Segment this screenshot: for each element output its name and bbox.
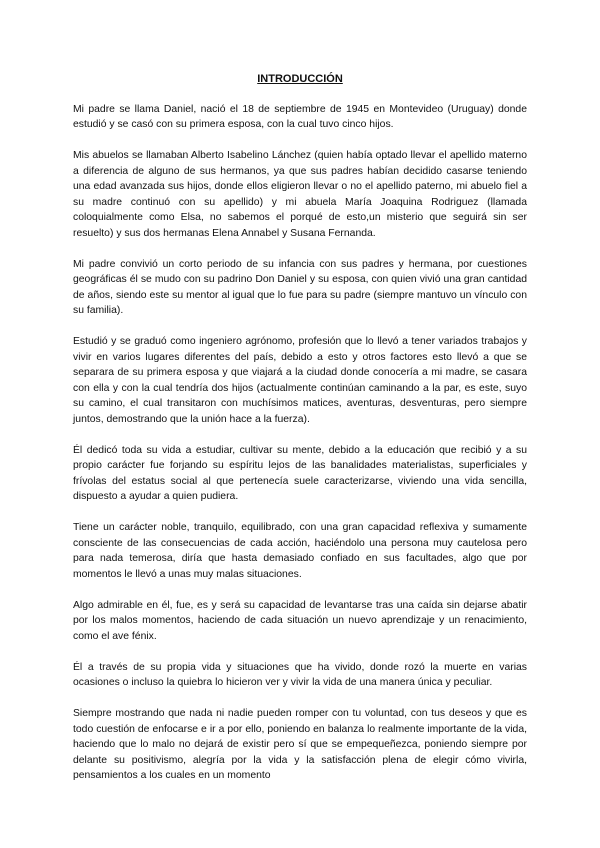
paragraph-7: Algo admirable en él, fue, es y será su capacidad de levantarse tras una caída sin dejarse abatir por los malos momentos, haciendo de cada situación un nuevo aprendizaje y un renacimiento, como el ave fénix. bbox=[73, 599, 527, 642]
paragraph-8: Él a través de su propia vida y situaciones que ha vivido, donde rozó la muerte en varias ocasiones o incluso la quiebra lo hicieron ver y vivir la vida de una manera única y peculiar. bbox=[73, 661, 527, 688]
paragraph-5: Él dedicó toda su vida a estudiar, cultivar su mente, debido a la educación que recibió y a su propio carácter fue forjando su espíritu lejos de las banalidades materialistas, superficiales y frívolas del estatus social al que pertenecía suele caracterizarse, viviendo una vida sencilla, dispuesto a ayudar a quien pudiera. bbox=[73, 444, 527, 502]
paragraph-1: Mi padre se llama Daniel, nació el 18 de septiembre de 1945 en Montevideo (Uruguay) donde estudió y se casó con su primera esposa, con la cual tuvo cinco hijos. bbox=[73, 103, 527, 130]
paragraph-6: Tiene un carácter noble, tranquilo, equilibrado, con una gran capacidad reflexiva y sumamente consciente de las consecuencias de cada acción, haciéndolo una persona muy cautelosa pero para nada temerosa, diría que hasta demasiado confiado en sus facultades, algo que por momentos le llevó a unas muy malas situaciones. bbox=[73, 522, 527, 580]
paragraph-4: Estudió y se graduó como ingeniero agrónomo, profesión que lo llevó a tener variados trabajos y vivir en varios lugares diferentes del país, debido a esto y otros factores esto llevó a que se separara de su primera esposa y que viajará a la ciudad donde conocería a mi madre, se casara con ella y con la cual tendría dos hijos (actualmente continúan caminando a la par, es este, suyo su camino, el cual transitaron con muchísimos matices, aventuras, desventuras, pero siempre juntos, demostrando que la unión hace a la fuerza). bbox=[73, 336, 527, 425]
paragraph-3: Mi padre convivió un corto periodo de su infancia con sus padres y hermana, por cuestiones geográficas él se mudo con su padrino Don Daniel y su esposa, con quien vivió una gran cantidad de años, siendo este su mentor al igual que lo fue para su padre (siempre mantuvo un vínculo con su familia). bbox=[73, 258, 527, 316]
paragraph-2: Mis abuelos se llamaban Alberto Isabelino Lánchez (quien había optado llevar el apellido materno a diferencia de alguno de sus hermanos, ya que sus padres habían decidido casarse teniendo una edad avanzada sus hijos, donde ellos eligieron llevar o no el apellido paterno, mi abuelo fiel a su madre continuó con su apellido) y mi abuela María Joaquina Rodriguez (llamada coloquialmente como Elsa, no sabemos el porqué de esto,un misterio que seguirá sin ser resuelto) y sus dos hermanas Elena Annabel y Susana Fernanda. bbox=[73, 150, 527, 239]
document-body bbox=[73, 72, 527, 799]
paragraph-9: Siempre mostrando que nada ni nadie pueden romper con tu voluntad, con tus deseos y que es todo cuestión de enfocarse e ir a por ello, poniendo en balanza lo realmente importante de la vida, haciendo que lo malo no dejará de existir pero sí que se empequeñezca, poniendo siempre por delante su positivismo, alegría por la vida y la satisfacción plena de elegir cómo vivirla, pensamientos a los cuales en un momento bbox=[73, 708, 527, 781]
page-title: INTRODUCCIÓN bbox=[257, 73, 343, 85]
